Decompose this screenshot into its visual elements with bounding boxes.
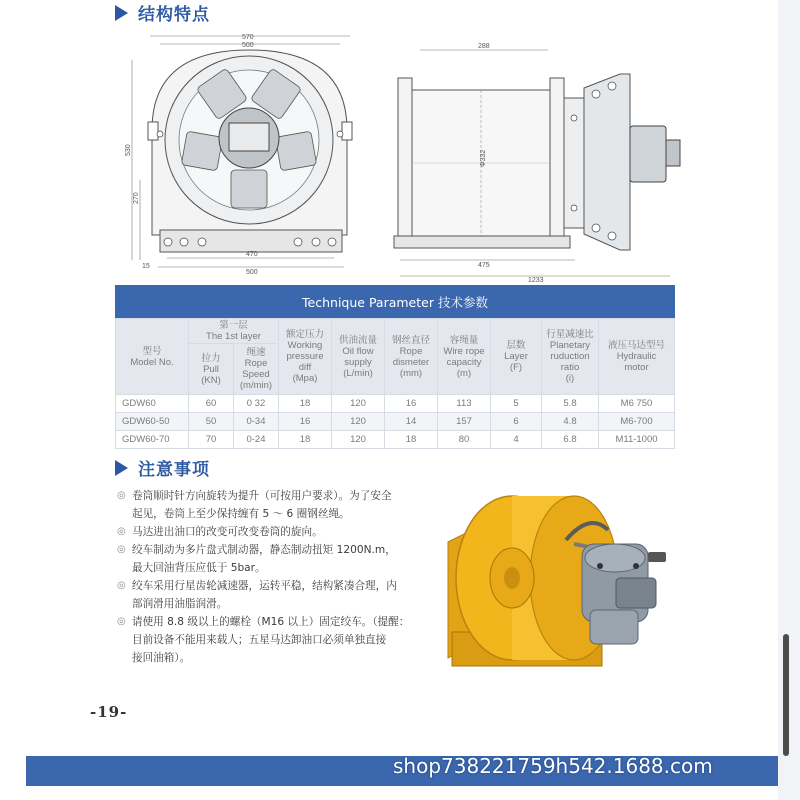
list-item: ◎ 马达进出油口的改变可改变卷筒的旋向。 (117, 523, 447, 541)
dim-top-inner: 500 (242, 42, 254, 49)
dim-bottom-small: 15 (142, 263, 150, 270)
header-oil-flow: 供油流量 Oil flow supply (L/min) (332, 319, 385, 395)
dim-top-outer: 570 (242, 34, 254, 41)
list-item: ◎ 卷筒顺时针方向旋转为提升（可按用户要求）。为了安全 起见，卷筒上至少保持缠有 5 ～ 6 圈钢丝绳。 (117, 487, 447, 523)
header-rope-diameter: 钢丝直径 Rope dismeter (mm) (385, 319, 438, 395)
header-motor: 液压马达型号 Hydraulic motor (599, 319, 675, 395)
shop-url-watermark: shop738221759h542.1688.com (393, 754, 713, 778)
table-row: GDW60-70 70 0-24 18 120 18 80 4 6.8 M11-1000 (116, 431, 675, 449)
triangle-bullet-icon (115, 460, 128, 476)
circle-bullet-icon: ◎ (117, 544, 126, 555)
dim-left: 530 (125, 144, 132, 156)
dim-bottom-outer: 500 (246, 269, 258, 276)
notes-list (117, 487, 447, 667)
winch-product-image (440, 482, 680, 678)
page-number: -19- (90, 703, 128, 721)
header-first-layer: 第一层 The 1st layer (189, 319, 279, 344)
list-item: ◎ 请使用 8.8 级以上的螺栓（M16 以上）固定绞车。（提醒： 目前设备不能用来载人；五星马达卸油口必须单独直接 接回油箱）。 (117, 613, 447, 667)
header-pressure: 额定压力 Working pressure diff (Mpa) (279, 319, 332, 395)
scrollbar-track[interactable] (778, 0, 800, 800)
header-speed: 绳速 Rope Speed (m/min) (234, 344, 279, 395)
table-title-bar: Technique Parameter 技术参数 (115, 285, 675, 318)
parameter-table (115, 318, 675, 449)
header-ratio: 行星减速比 Planetary ruduction ratio (i) (542, 319, 599, 395)
circle-bullet-icon: ◎ (117, 616, 126, 627)
dim-side-bottom-inner: 475 (478, 262, 490, 269)
section-title-structure: 结构特点 (115, 0, 210, 25)
table-row: GDW60 60 0 32 18 120 16 113 5 5.8 M6 750 (116, 395, 675, 413)
dim-side-top: 288 (478, 43, 490, 50)
circle-bullet-icon: ◎ (117, 526, 126, 537)
dim-bottom-inner: 470 (246, 251, 258, 258)
dim-side-center: Φ332 (480, 149, 487, 167)
circle-bullet-icon: ◎ (117, 490, 126, 501)
circle-bullet-icon: ◎ (117, 580, 126, 591)
table-row: GDW60-50 50 0-34 16 120 14 157 6 4.8 M6-700 (116, 413, 675, 431)
triangle-bullet-icon (115, 5, 128, 21)
header-layer: 层数 Layer (F) (491, 319, 542, 395)
dim-side-bottom-outer: 1233 (528, 277, 544, 283)
dim-left-lower: 270 (133, 192, 140, 204)
header-model: 型号 Model No. (116, 319, 189, 395)
side-view-drawing (380, 38, 700, 283)
list-item: ◎ 绞车采用行星齿轮减速器，运转平稳，结构紧凑合理，内 部润滑用油脂润滑。 (117, 577, 447, 613)
header-pull: 拉力 Pull (KN) (189, 344, 234, 395)
front-view-drawing (112, 30, 372, 280)
section-title-notes: 注意事项 (115, 455, 210, 480)
list-item: ◎ 绞车制动为多片盘式制动器，静态制动扭矩 1200N.m， 最大回油背压应低于 5bar。 (117, 541, 447, 577)
header-capacity: 容绳量 Wire rope capacity (m) (438, 319, 491, 395)
scrollbar-thumb[interactable] (783, 634, 789, 756)
